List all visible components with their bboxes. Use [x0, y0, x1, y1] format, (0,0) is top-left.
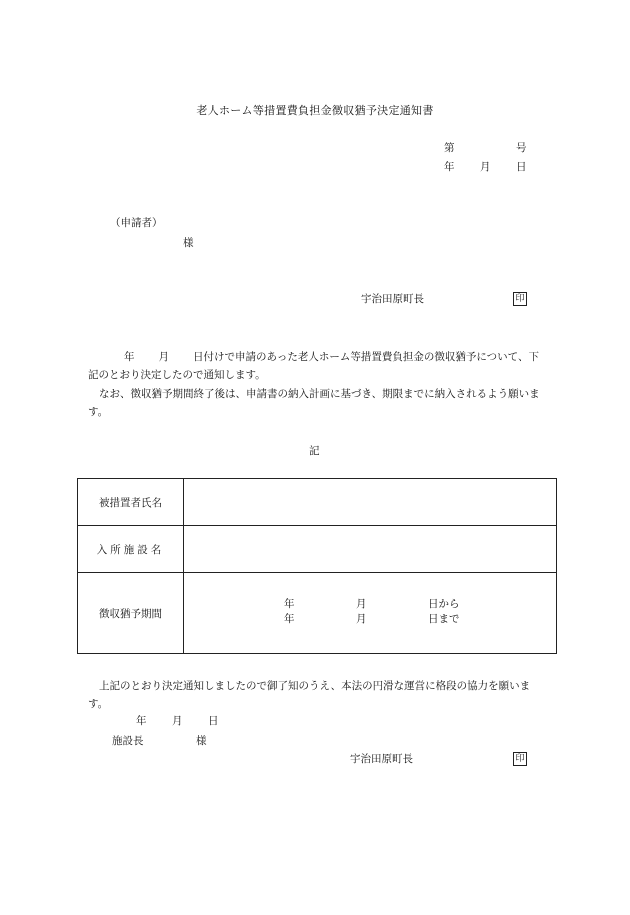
record-heading: 記 [309, 445, 320, 457]
period-from-day: 日から [428, 598, 460, 610]
applicant-label: （申請者） [110, 217, 163, 229]
period-to-month: 月 [356, 613, 367, 625]
footer-date-day: 日 [208, 715, 219, 727]
issuer-name: 宇治田原町長 [361, 293, 424, 305]
document-title: 老人ホーム等措置費負担金徴収猶予決定通知書 [196, 104, 434, 117]
doc-number-prefix: 第 [444, 142, 455, 154]
footer-paragraph: 上記のとおり決定通知しましたので御了知のうえ、本法の円滑な運営に格段の協力を願います。 [88, 680, 531, 710]
facility-head-label: 施設長 [112, 735, 144, 747]
facility-name-label: 入所施設名 [78, 526, 184, 573]
footer-issuer-name: 宇治田原町長 [350, 753, 413, 765]
note-paragraph: なお、徴収猶予期間終了後は、申請書の納入計画に基づき、期限までに納入されるよう願います。 [88, 388, 540, 418]
period-to-day: 日まで [428, 613, 460, 625]
facility-name-value [184, 526, 557, 573]
body-paragraph [88, 348, 548, 384]
deferral-period-value [184, 573, 557, 654]
applicant-honorific: 様 [183, 237, 194, 249]
period-from-year: 年 [284, 598, 295, 610]
issue-date-month: 月 [480, 161, 491, 173]
doc-number-suffix: 号 [516, 142, 527, 154]
subject-name-label: 被措置者氏名 [78, 479, 184, 526]
subject-name-value [184, 479, 557, 526]
footer-date-month: 月 [172, 715, 183, 727]
facility-head-honorific: 様 [196, 735, 207, 747]
body-year: 年 [124, 351, 135, 363]
body-main-text: 日付けで申請のあった老人ホーム等措置費負担金の徴収猶予について、下記のとおり決定したので通知します。 [88, 351, 539, 381]
record-table [77, 478, 557, 654]
seal-stamp: 印 [513, 292, 527, 306]
footer-date-year: 年 [136, 715, 147, 727]
deferral-period-label: 徴収猶予期間 [78, 573, 184, 654]
issue-date-day: 日 [516, 161, 527, 173]
footer-seal-stamp: 印 [513, 752, 527, 766]
issue-date-year: 年 [444, 161, 455, 173]
period-from-month: 月 [356, 598, 367, 610]
body-month: 月 [158, 351, 169, 363]
period-to-year: 年 [284, 613, 295, 625]
